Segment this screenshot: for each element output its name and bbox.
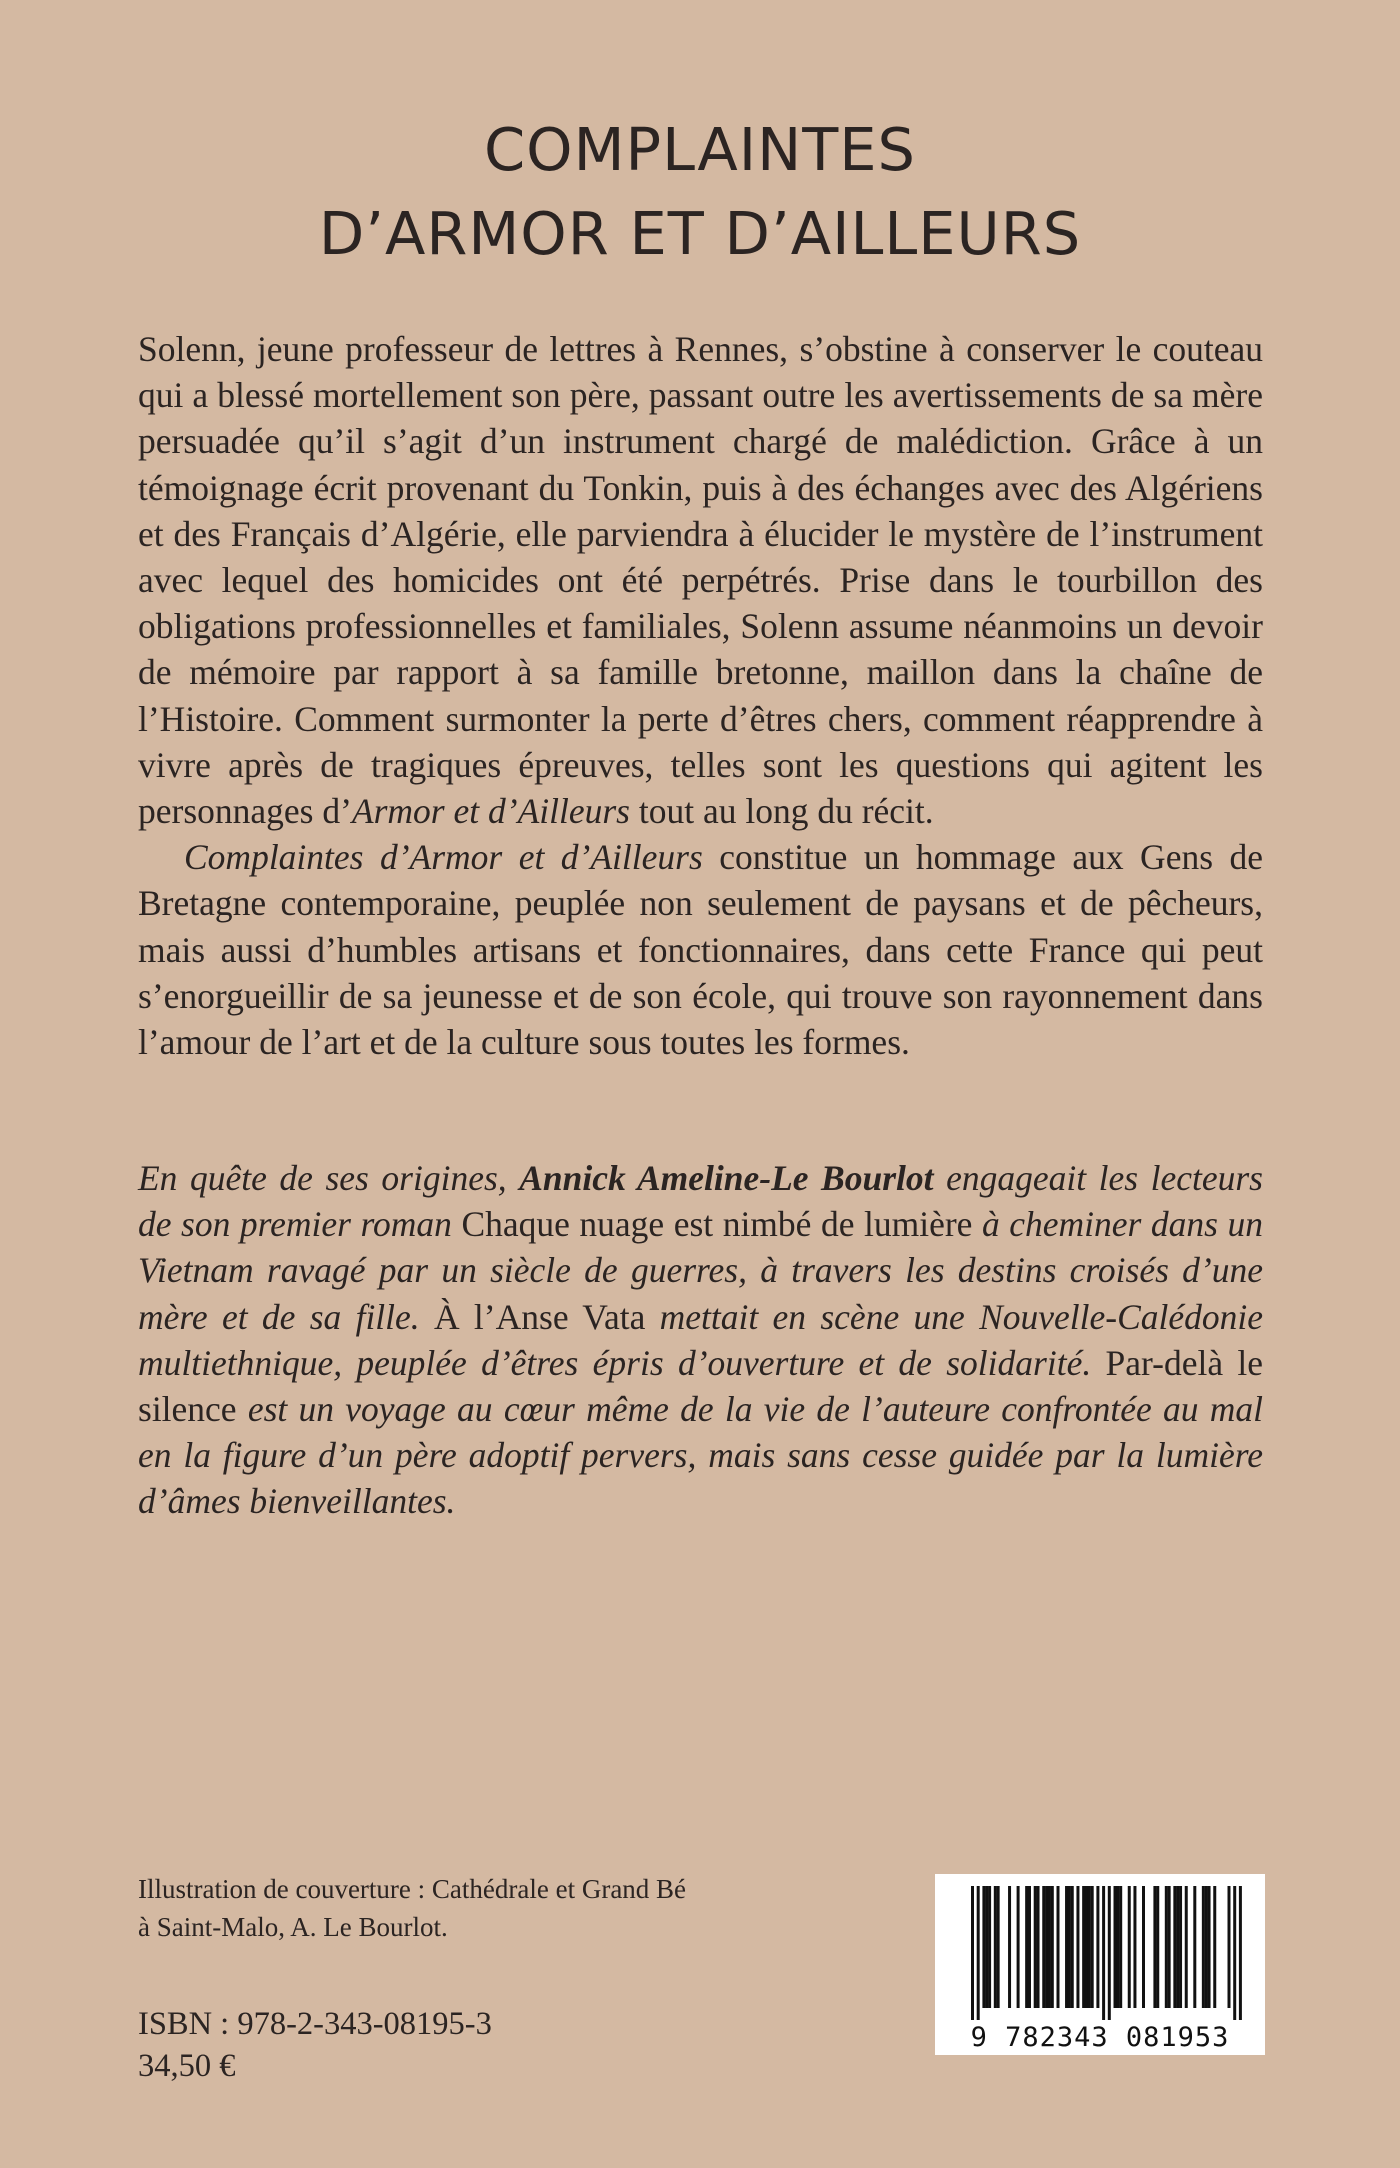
barcode-bar: [1114, 1886, 1117, 2008]
barcode-bar: [1057, 1886, 1060, 2008]
barcode-bar: [1017, 1886, 1020, 2008]
summary-p2-title: Complaintes d’Armor et d’Ailleurs: [184, 837, 703, 878]
book-title: [0, 108, 1400, 276]
barcode-bar: [1042, 1886, 1045, 2008]
barcode-bar: [1068, 1886, 1071, 2008]
author-name: Annick Ameline-Le Bourlot: [519, 1158, 934, 1198]
barcode-bar: [1213, 1886, 1216, 2008]
barcode-bar: [977, 1886, 980, 2020]
credit-line-1: Illustration de couverture : Cathédrale et Grand Bé: [138, 1874, 687, 1904]
barcode-bars: [949, 1886, 1251, 2020]
barcode-bar: [1102, 1886, 1105, 2020]
bio-text-1: En quête de ses origines,: [138, 1158, 520, 1198]
barcode-bar: [985, 1886, 988, 2008]
author-bio: [138, 1155, 1263, 1525]
barcode-bar: [1228, 1886, 1231, 2008]
barcode-bar: [1076, 1886, 1079, 2008]
barcode-bar: [988, 1886, 991, 2008]
barcode-bar: [1091, 1886, 1094, 2008]
bio-text-5: est un voyage au cœur même de la vie de l’auteure confrontée au mal en la figure d’un père adoptif pervers, mais sans cesse guidée par la lumière d’âmes bienveillantes.: [138, 1389, 1263, 1522]
isbn-price-block: [138, 2003, 492, 2087]
barcode-bar: [1176, 1886, 1179, 2008]
barcode-bar: [1185, 1886, 1188, 2008]
barcode-bar: [971, 1886, 974, 2020]
barcode-bar: [1202, 1886, 1205, 2008]
barcode-bar: [1028, 1886, 1031, 2008]
barcode-bar: [1193, 1886, 1196, 2008]
summary-p1-text: Solenn, jeune professeur de lettres à Rennes, s’obstine à conserver le couteau qui a blessé mortellement son père, passant outre les avertissements de sa mère persuadée qu’il s’agit d’un instrument chargé de malédiction. Grâce à un témoignage écrit provenant du Tonkin, puis à des échanges avec des Algériens et des Français d’Algérie, elle parviendra à élucider le mystère de l’instrument avec lequel des homicides ont été perpétrés. Prise dans le tourbillon des obligations professionnelles et familiales, Solenn assume néanmoins un devoir de mémoire par rapport à sa famille bretonne, maillon dans la chaîne de l’Histoire. Comment surmonter la perte d’êtres chers, comment réapprendre à vivre après de tragiques épreuves, telles sont les questions qui agitent les personnages d’: [138, 329, 1263, 832]
barcode-bar: [1128, 1886, 1131, 2008]
bio-text-2: engageait les lecteurs de son premier roman: [138, 1158, 1263, 1245]
barcode: [935, 1874, 1265, 2055]
barcode-bar: [1233, 1886, 1236, 2020]
barcode-bar: [1008, 1886, 1011, 2008]
barcode-bar: [1065, 1886, 1068, 2008]
book-title-1: Chaque nuage est nimbé de lumière: [461, 1204, 973, 1245]
barcode-bar: [1034, 1886, 1037, 2008]
book-title-2: À l’Anse Vata: [433, 1296, 646, 1337]
summary-paragraph-2: [138, 834, 1263, 1065]
title-line-2: D’ARMOR ET D’AILLEURS: [318, 199, 1082, 268]
author-bio-paragraph: [138, 1155, 1263, 1525]
barcode-bar: [1051, 1886, 1054, 2008]
summary-p1-end: tout au long du récit.: [629, 791, 934, 832]
barcode-bar: [1173, 1886, 1176, 2008]
title-line-1: COMPLAINTES: [483, 115, 916, 184]
summary-p1-title: Armor et d’Ailleurs: [351, 791, 630, 832]
barcode-bar: [1071, 1886, 1074, 2008]
barcode-bar: [1085, 1886, 1088, 2008]
barcode-bar: [1048, 1886, 1051, 2008]
summary-p2-text: constitue un hommage aux Gens de Bretagne contemporaine, peuplée non seulement de paysans et de pêcheurs, mais aussi d’humbles artisans et fonctionnaires, dans cette France qui peut s’enorgueillir de sa jeunesse et de son école, qui trouve son rayonnement dans l’amour de l’art et de la culture sous toutes les formes.: [138, 837, 1263, 1063]
barcode-bar: [982, 1886, 985, 2008]
barcode-bar: [1156, 1886, 1159, 2008]
barcode-bar: [1208, 1886, 1211, 2008]
barcode-bar: [994, 1886, 997, 2008]
barcode-digits: 9 782343 081953: [970, 2022, 1230, 2053]
barcode-bar: [1133, 1886, 1136, 2008]
barcode-bar: [997, 1886, 1000, 2008]
summary-text: [138, 326, 1263, 1065]
barcode-bar: [1025, 1886, 1028, 2008]
isbn-number: ISBN : 978-2-343-08195-3: [138, 2006, 492, 2042]
barcode-bar: [1168, 1886, 1171, 2008]
book-title-3: Par-delà le silence: [138, 1342, 1263, 1430]
barcode-bar: [1205, 1886, 1208, 2008]
barcode-bar: [1239, 1886, 1242, 2020]
cover-illustration-credit: [138, 1870, 758, 1946]
barcode-bar: [1116, 1886, 1119, 2008]
barcode-bar: [1119, 1886, 1122, 2008]
bio-text-3: à cheminer dans un Vietnam ravagé par un siècle de guerres, à travers les destins croisés d’une mère et de sa fille.: [138, 1204, 1263, 1337]
barcode-bar: [1153, 1886, 1156, 2008]
price: 34,50 €: [138, 2048, 236, 2084]
barcode-bar: [1165, 1886, 1168, 2008]
barcode-bar: [1142, 1886, 1145, 2008]
barcode-bar: [1037, 1886, 1040, 2008]
barcode-bar: [1096, 1886, 1099, 2008]
summary-paragraph-1: [138, 326, 1263, 834]
barcode-bar: [1082, 1886, 1085, 2008]
credit-line-2: à Saint-Malo, A. Le Bourlot.: [138, 1912, 448, 1942]
barcode-bar: [1045, 1886, 1048, 2008]
bio-text-4: mettait en scène une Nouvelle-Calédonie multiethnique, peuplée d’êtres épris d’ouverture et de solidarité.: [138, 1296, 1263, 1383]
barcode-bar: [1088, 1886, 1091, 2008]
barcode-bar: [1108, 1886, 1111, 2020]
barcode-bar: [1179, 1886, 1182, 2008]
